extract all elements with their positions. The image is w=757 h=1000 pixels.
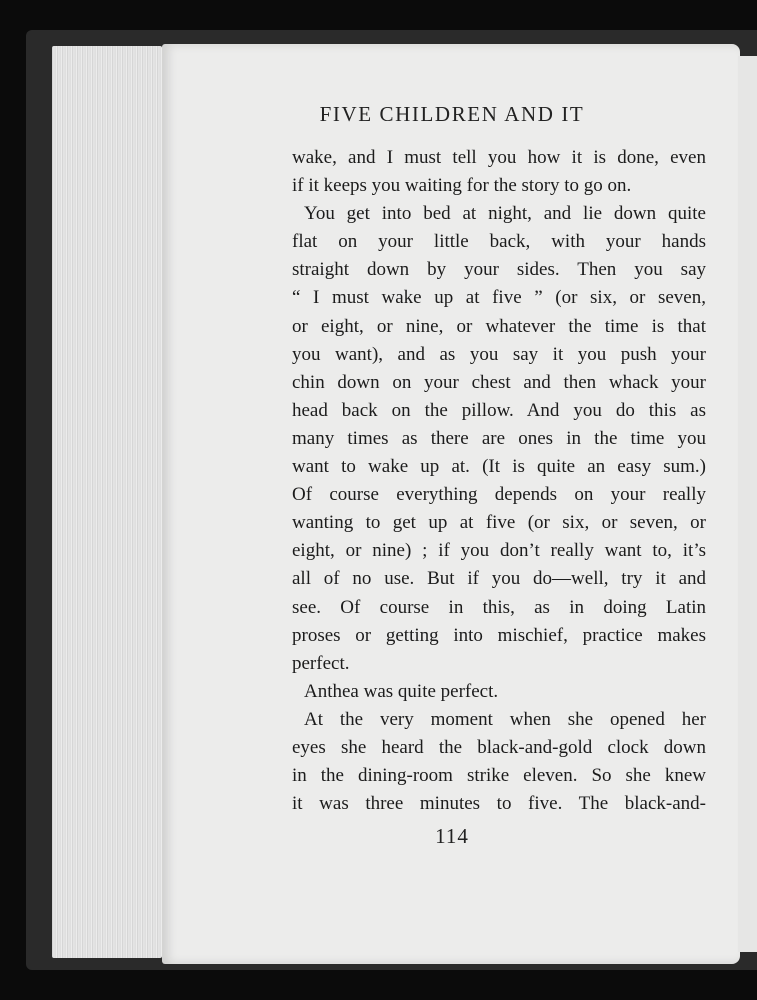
page-number: 114 <box>435 824 469 848</box>
text-line: all of no use. But if you do—well, try it and <box>292 568 706 590</box>
text-line: perfect. <box>292 652 350 674</box>
text-line: At the very moment when she opened her <box>304 708 706 730</box>
text-line: in the dining-room strike eleven. So she knew <box>292 765 706 787</box>
running-head: FIVE CHILDREN AND IT <box>319 102 585 126</box>
text-line: many times as there are ones in the time you <box>292 427 706 449</box>
text-line: Anthea was quite perfect. <box>304 680 499 702</box>
text-line: you want), and as you say it you push your <box>292 343 706 365</box>
text-line: or eight, or nine, or whatever the time is that <box>292 315 706 337</box>
text-line: “ I must wake up at five ” (or six, or seven, <box>292 287 706 309</box>
text-line: eight, or nine) ; if you don’t really want to, it’s <box>292 540 706 562</box>
text-line: You get into bed at night, and lie down quite <box>304 203 706 225</box>
text-line: it was three minutes to five. The black-and- <box>292 793 706 815</box>
text-line: if it keeps you waiting for the story to go on. <box>292 175 632 197</box>
body-text <box>292 144 706 818</box>
text-line: see. Of course in this, as in doing Latin <box>292 596 706 618</box>
text-line: want to wake up at. (It is quite an easy sum.) <box>292 456 706 478</box>
text-line: head back on the pillow. And you do this as <box>292 399 706 421</box>
page-edges <box>52 46 162 958</box>
text-line: Of course everything depends on your really <box>292 484 706 506</box>
text-line: proses or getting into mischief, practice makes <box>292 624 706 646</box>
text-line: chin down on your chest and then whack your <box>292 371 706 393</box>
facing-page-edge <box>738 56 757 952</box>
text-line: flat on your little back, with your hands <box>292 231 706 253</box>
text-line: wanting to get up at five (or six, or seven, or <box>292 512 706 534</box>
text-line: eyes she heard the black-and-gold clock down <box>292 736 706 758</box>
text-line: straight down by your sides. Then you say <box>292 259 706 281</box>
text-line: wake, and I must tell you how it is done, even <box>292 147 706 168</box>
